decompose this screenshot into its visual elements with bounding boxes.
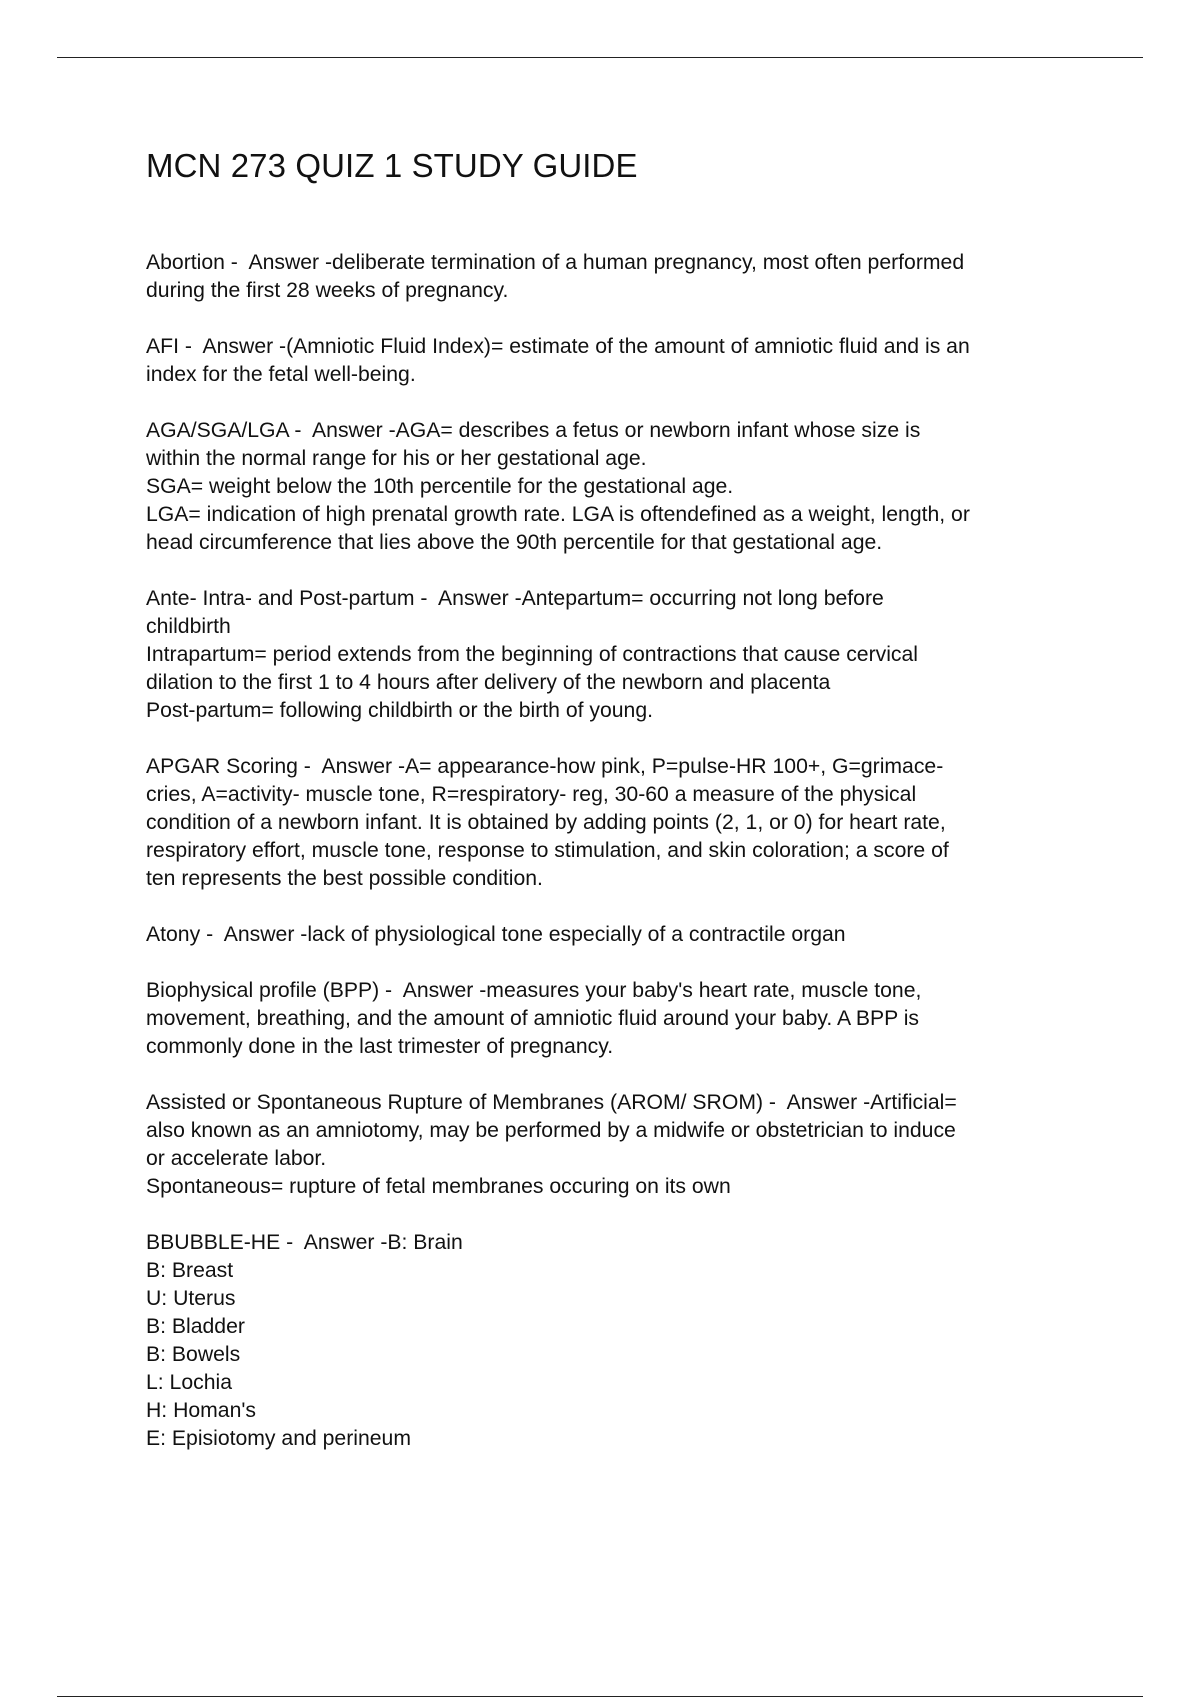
study-entry [146, 333, 1106, 389]
document-body [146, 146, 1106, 1481]
entry-line: ten represents the best possible condition. [146, 867, 543, 890]
entry-line: cries, A=activity- muscle tone, R=respiratory- reg, 30-60 a measure of the physical [146, 783, 917, 806]
study-entry [146, 1229, 1106, 1453]
study-entry [146, 977, 1106, 1061]
study-entry [146, 921, 1106, 949]
entry-line: head circumference that lies above the 90th percentile for that gestational age. [146, 531, 883, 554]
entry-line: AFI - Answer -(Amniotic Fluid Index)= estimate of the amount of amniotic fluid and is an [146, 335, 970, 358]
entry-line: H: Homan's [146, 1399, 257, 1422]
entry-list [146, 249, 1106, 1453]
study-entry [146, 753, 1106, 893]
entry-line: B: Bowels [146, 1343, 241, 1366]
entry-line: during the first 28 weeks of pregnancy. [146, 279, 509, 302]
top-divider [57, 57, 1143, 58]
entry-line: Abortion - Answer -deliberate termination of a human pregnancy, most often performed [146, 251, 965, 274]
entry-line: Post-partum= following childbirth or the birth of young. [146, 699, 653, 722]
entry-line: condition of a newborn infant. It is obtained by adding points (2, 1, or 0) for heart rate, [146, 811, 946, 834]
entry-line: Ante- Intra- and Post-partum - Answer -Antepartum= occurring not long before [146, 587, 884, 610]
entry-line: L: Lochia [146, 1371, 232, 1394]
entry-line: Intrapartum= period extends from the beginning of contractions that cause cervical [146, 643, 919, 666]
entry-line: B: Breast [146, 1259, 234, 1282]
entry-line: within the normal range for his or her gestational age. [146, 447, 647, 470]
study-entry [146, 585, 1106, 725]
entry-line: commonly done in the last trimester of pregnancy. [146, 1035, 614, 1058]
entry-line: respiratory effort, muscle tone, response to stimulation, and skin coloration; a score of [146, 839, 949, 862]
entry-line: or accelerate labor. [146, 1147, 327, 1170]
entry-line: movement, breathing, and the amount of amniotic fluid around your baby. A BPP is [146, 1007, 920, 1030]
entry-line: SGA= weight below the 10th percentile for the gestational age. [146, 475, 734, 498]
entry-line: childbirth [146, 615, 231, 638]
study-entry [146, 249, 1106, 305]
entry-line: E: Episiotomy and perineum [146, 1427, 411, 1450]
entry-line: Spontaneous= rupture of fetal membranes occuring on its own [146, 1175, 731, 1198]
entry-line: APGAR Scoring - Answer -A= appearance-how pink, P=pulse-HR 100+, G=grimace- [146, 755, 944, 778]
entry-line: AGA/SGA/LGA - Answer -AGA= describes a fetus or newborn infant whose size is [146, 419, 921, 442]
study-entry [146, 417, 1106, 557]
entry-line: dilation to the first 1 to 4 hours after delivery of the newborn and placenta [146, 671, 831, 694]
entry-line: BBUBBLE-HE - Answer -B: Brain [146, 1231, 463, 1254]
study-entry [146, 1089, 1106, 1201]
entry-line: index for the fetal well-being. [146, 363, 416, 386]
entry-line: B: Bladder [146, 1315, 245, 1338]
entry-line: LGA= indication of high prenatal growth rate. LGA is oftendefined as a weight, length, or [146, 503, 970, 526]
entry-line: Assisted or Spontaneous Rupture of Membranes (AROM/ SROM) - Answer -Artificial= [146, 1091, 957, 1114]
entry-line: Atony - Answer -lack of physiological tone especially of a contractile organ [146, 923, 846, 946]
entry-line: Biophysical profile (BPP) - Answer -measures your baby's heart rate, muscle tone, [146, 979, 922, 1002]
bottom-divider [57, 1696, 1143, 1697]
entry-line: also known as an amniotomy, may be performed by a midwife or obstetrician to induce [146, 1119, 956, 1142]
page-title: MCN 273 QUIZ 1 STUDY GUIDE [146, 147, 638, 184]
entry-line: U: Uterus [146, 1287, 236, 1310]
